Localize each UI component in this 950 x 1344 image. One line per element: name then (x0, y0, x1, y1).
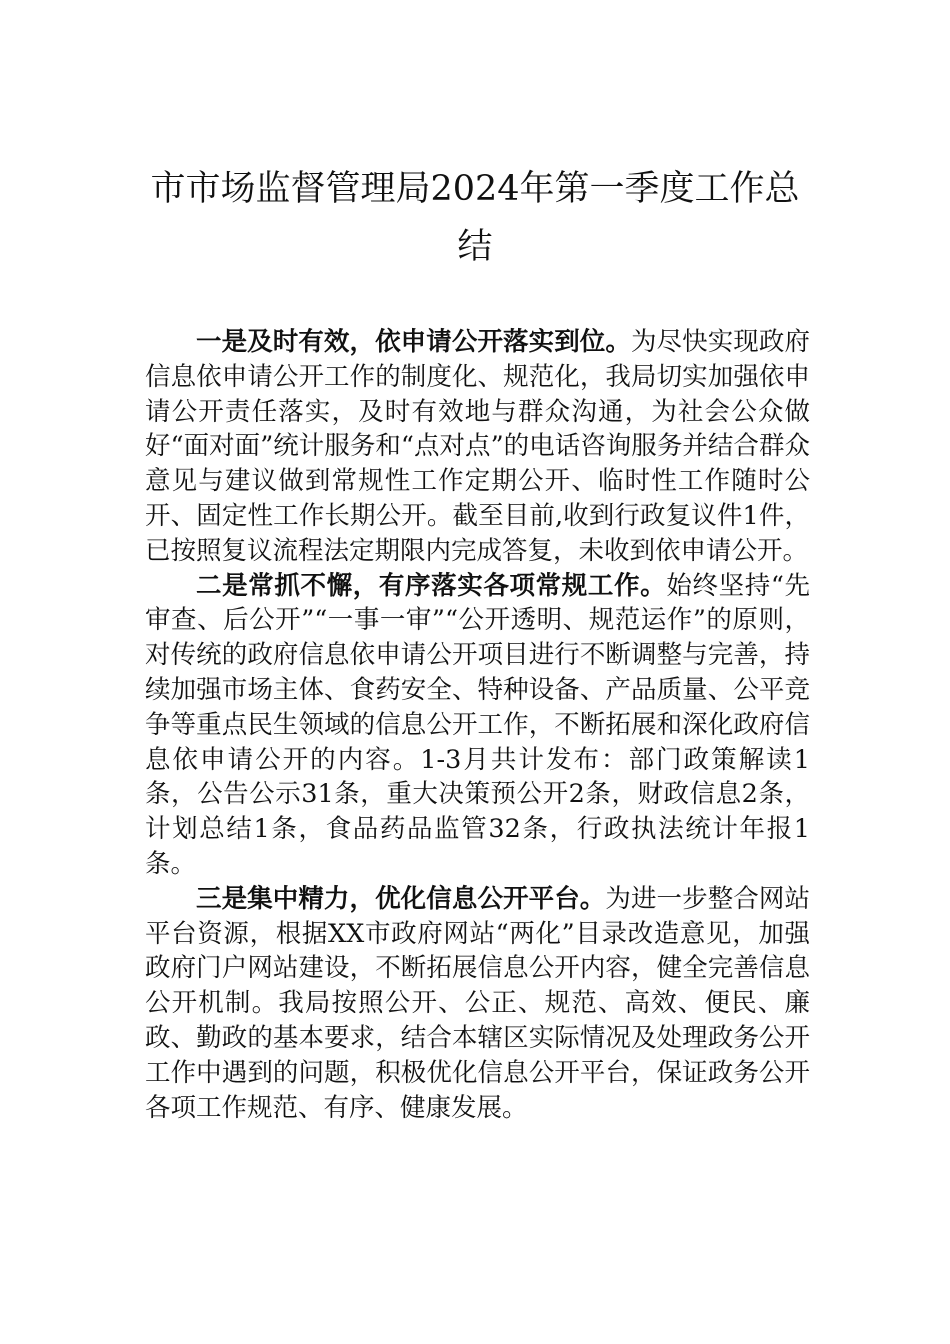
paragraph-1 (145, 325, 810, 569)
paragraph-1-lead: 一是及时有效，依申请公开落实到位。 (196, 327, 631, 357)
paragraph-1-text: 为尽快实现政府信息依申请公开工作的制度化、规范化，我局切实加强依申请公开责任落实，及时有效地与群众沟通，为社会公众做好“面对面”统计服务和“点对点”的电话咨询服务并结合群众意见与建议做到常规性工作定期公开、临时性工作随时公开、固定性工作长期公开。截至目前,收到行政复议件1件，已按照复议流程法定期限内完成答复，未收到依申请公开。 (145, 327, 810, 566)
document-body (145, 325, 810, 1125)
title-line-2: 结 (457, 227, 493, 267)
document-title (140, 160, 810, 276)
paragraph-2-text: 始终坚持“先审查、后公开”“一事一审”“公开透明、规范运作”的原则，对传统的政府信息依申请公开项目进行不断调整与完善，持续加强市场主体、食药安全、特种设备、产品质量、公平竞争等重点民生领域的信息公开工作，不断拓展和深化政府信息依申请公开的内容。1-3月共计发布：部门政策解读1条，公告公示31条，重大决策预公开2条，财政信息2条，计划总结1条，食品药品监管32条，行政执法统计年报1条。 (145, 570, 810, 879)
paragraph-3-text: 为进一步整合网站平台资源，根据XX市政府网站“两化”目录改造意见，加强政府门户网站建设，不断拓展信息公开内容，健全完善信息公开机制。我局按照公开、公正、规范、高效、便民、廉政、勤政的基本要求，结合本辖区实际情况及处理政务公开工作中遇到的问题，积极优化信息公开平台，保证政务公开各项工作规范、有序、健康发展。 (145, 883, 810, 1123)
paragraph-2-lead: 二是常抓不懈，有序落实各项常规工作。 (196, 570, 667, 601)
title-line-1: 市市场监督管理局2024年第一季度工作总 (150, 169, 800, 209)
paragraph-3 (145, 882, 810, 1126)
paragraph-2 (145, 569, 810, 882)
paragraph-3-lead: 三是集中精力，优化信息公开平台。 (196, 883, 606, 914)
